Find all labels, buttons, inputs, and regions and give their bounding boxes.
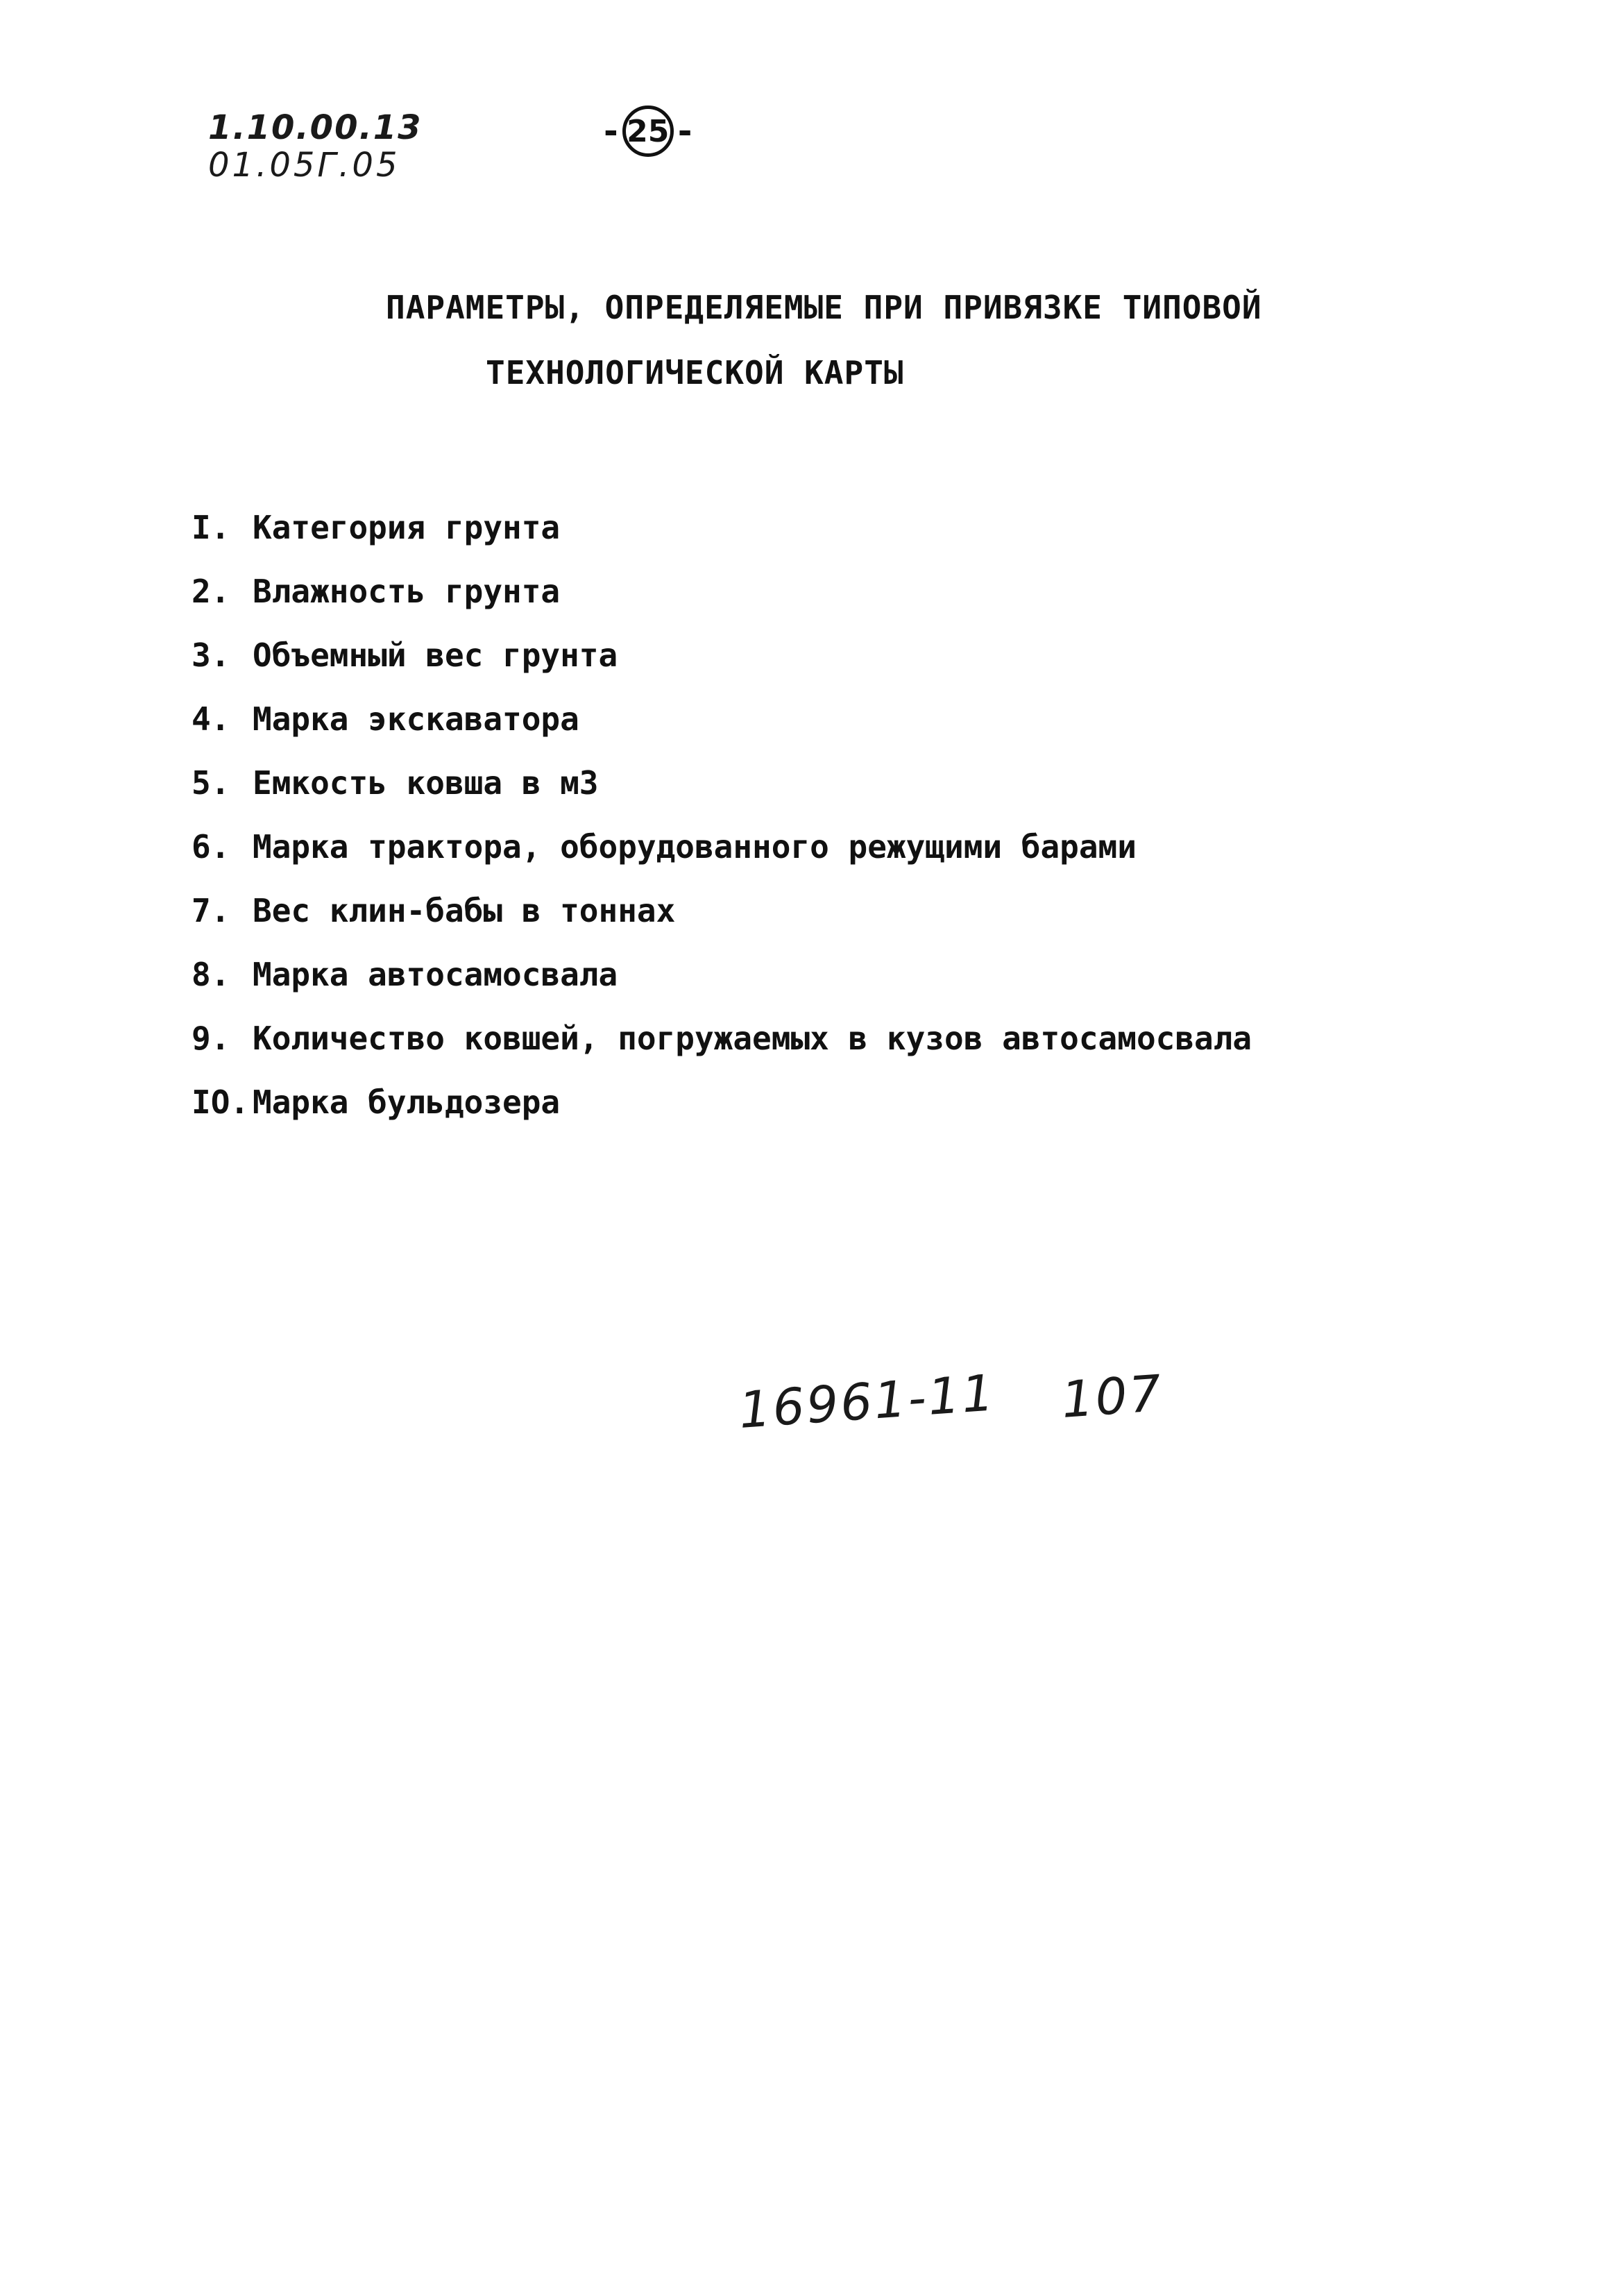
list-item-text: Объемный вес грунта <box>253 636 618 674</box>
handwritten-sheet-number: 107 <box>1060 1363 1166 1429</box>
list-item-number: 7. <box>192 892 230 929</box>
list-item <box>192 943 1252 1006</box>
list-item-text: Марка экскаватора <box>253 700 579 738</box>
list-item <box>192 687 1252 751</box>
page-number-value: 25 <box>627 113 670 149</box>
list-item-text: Марка бульдозера <box>253 1083 561 1121</box>
document-code-line-1: 1.10.00.13 <box>208 108 423 147</box>
page-number <box>604 105 692 157</box>
list-item-number: 3. <box>192 636 230 674</box>
list-item <box>192 815 1252 879</box>
page-number-dash-right: - <box>677 111 692 151</box>
list-item <box>192 1006 1252 1070</box>
page-title-line-2: ТЕХНОЛОГИЧЕСКОЙ КАРТЫ <box>486 354 904 391</box>
list-item-number: 2. <box>192 573 230 610</box>
list-item <box>192 751 1252 815</box>
document-code <box>208 108 423 185</box>
list-item-text: Марка трактора, оборудованного режущими барами <box>253 828 1137 866</box>
document-code-line-2: 01.05Г.05 <box>208 146 400 185</box>
list-item-number: 6. <box>192 828 230 866</box>
page-title-line-1: ПАРАМЕТРЫ, ОПРЕДЕЛЯЕМЫЕ ПРИ ПРИВЯЗКЕ ТИПОВОЙ <box>386 289 1262 326</box>
list-item <box>192 559 1252 623</box>
list-item-text: Емкость ковша в м3 <box>253 764 599 802</box>
list-item <box>192 496 1252 559</box>
handwritten-archive-number: 16961-11 <box>737 1363 998 1440</box>
parameters-list <box>192 496 1252 1134</box>
list-item-text: Марка автосамосвала <box>253 956 618 993</box>
list-item-number: 4. <box>192 700 230 738</box>
list-item-text: Вес клин-бабы в тоннах <box>253 892 676 929</box>
list-item-number: IO. <box>192 1083 250 1121</box>
list-item-text: Категория грунта <box>253 509 561 546</box>
list-item-number: 9. <box>192 1020 230 1057</box>
list-item-number: 5. <box>192 764 230 802</box>
list-item <box>192 1070 1252 1134</box>
list-item <box>192 623 1252 687</box>
list-item-text: Количество ковшей, погружаемых в кузов автосамосвала <box>253 1020 1252 1057</box>
list-item-number: I. <box>192 509 230 546</box>
list-item-number: 8. <box>192 956 230 993</box>
list-item <box>192 879 1252 943</box>
page-number-dash-left: - <box>604 111 618 151</box>
page-number-circle <box>622 105 674 157</box>
list-item-text: Влажность грунта <box>253 573 561 610</box>
